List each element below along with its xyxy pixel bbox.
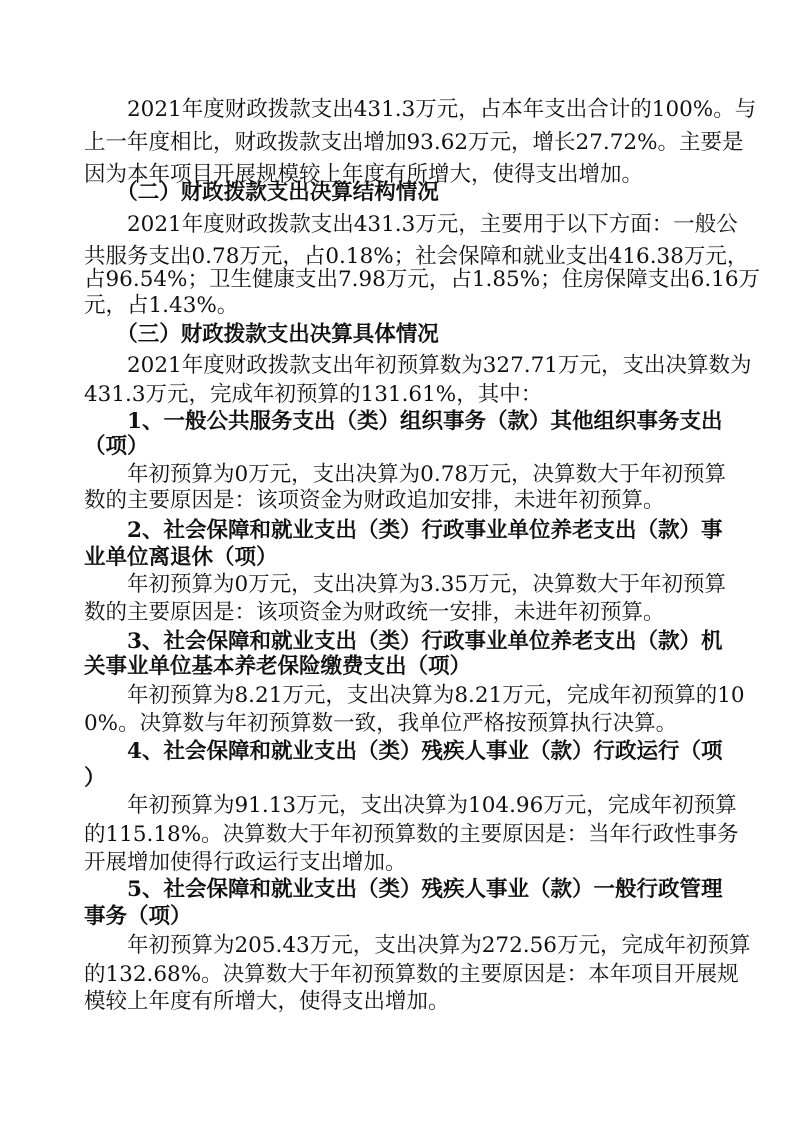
item-heading: 2、社会保障和就业支出（类）行政事业单位养老支出（款）事 bbox=[84, 518, 723, 543]
item-heading: （项） bbox=[84, 434, 149, 459]
paragraph-line: 上一年度相比，财政拨款支出增加93.62万元，增长27.72%。主要是 bbox=[84, 130, 744, 155]
paragraph-line: 2021年度财政拨款支出年初预算数为327.71万元，支出决算数为 bbox=[84, 353, 752, 378]
paragraph-line: 0%。决算数与年初预算数一致，我单位严格按预算执行决算。 bbox=[84, 711, 678, 736]
paragraph-line: 年初预算为0万元，支出决算为0.78万元，决算数大于年初预算 bbox=[84, 462, 727, 487]
paragraph-line: 年初预算为0万元，支出决算为3.35万元，决算数大于年初预算 bbox=[84, 572, 727, 597]
item-heading: 3、社会保障和就业支出（类）行政事业单位养老支出（款）机 bbox=[84, 629, 723, 654]
item-heading: 4、社会保障和就业支出（类）残疾人事业（款）行政运行（项 bbox=[84, 739, 723, 764]
paragraph-line: 占96.54%；卫生健康支出7.98万元，占1.85%；住房保障支出6.16万 bbox=[84, 267, 761, 292]
paragraph-line: 元，占1.43%。 bbox=[84, 293, 239, 318]
paragraph-line: 年初预算为91.13万元，支出决算为104.96万元，完成年初预算 bbox=[84, 793, 737, 818]
paragraph-line: 模较上年度有所增大，使得支出增加。 bbox=[84, 989, 450, 1014]
item-heading: ） bbox=[84, 766, 106, 791]
paragraph-line: 开展增加使得行政运行支出增加。 bbox=[84, 850, 407, 875]
paragraph-line: 年初预算为205.43万元，支出决算为272.56万元，完成年初预算 bbox=[84, 933, 751, 958]
paragraph-line: 2021年度财政拨款支出431.3万元，占本年支出合计的100%。与 bbox=[84, 97, 757, 122]
section-heading: （三）财政拨款支出决算具体情况 bbox=[84, 322, 439, 347]
paragraph-line: 2021年度财政拨款支出431.3万元，主要用于以下方面：一般公 bbox=[84, 212, 738, 237]
item-heading: 关事业单位基本养老保险缴费支出（项） bbox=[84, 654, 472, 679]
item-heading: 事务（项） bbox=[84, 904, 192, 929]
item-heading: 1、一般公共服务支出（类）组织事务（款）其他组织事务支出 bbox=[84, 409, 723, 434]
paragraph-line: 431.3万元，完成年初预算的131.61%，其中： bbox=[84, 382, 543, 407]
paragraph-line: 的132.68%。决算数大于年初预算数的主要原因是：本年项目开展规 bbox=[84, 962, 739, 987]
paragraph-line: 年初预算为8.21万元，支出决算为8.21万元，完成年初预算的10 bbox=[84, 683, 745, 708]
paragraph-line: 数的主要原因是：该项资金为财政统一安排，未进年初预算。 bbox=[84, 600, 665, 625]
paragraph-line: 的115.18%。决算数大于年初预算数的主要原因是：当年行政性事务 bbox=[84, 822, 739, 847]
paragraph-line: 数的主要原因是：该项资金为财政追加安排，未进年初预算。 bbox=[84, 488, 665, 513]
item-heading: 业单位离退休（项） bbox=[84, 545, 278, 570]
item-heading: 5、社会保障和就业支出（类）残疾人事业（款）一般行政管理 bbox=[84, 877, 723, 902]
paragraph-line: 共服务支出0.78万元，占0.18%；社会保障和就业支出416.38万元， bbox=[84, 244, 749, 269]
section-heading: （二）财政拨款支出决算结构情况 bbox=[84, 180, 439, 205]
paragraph-line: 因为本年项目开展规模较上年度有所增大，使得支出增加。 bbox=[84, 162, 644, 187]
